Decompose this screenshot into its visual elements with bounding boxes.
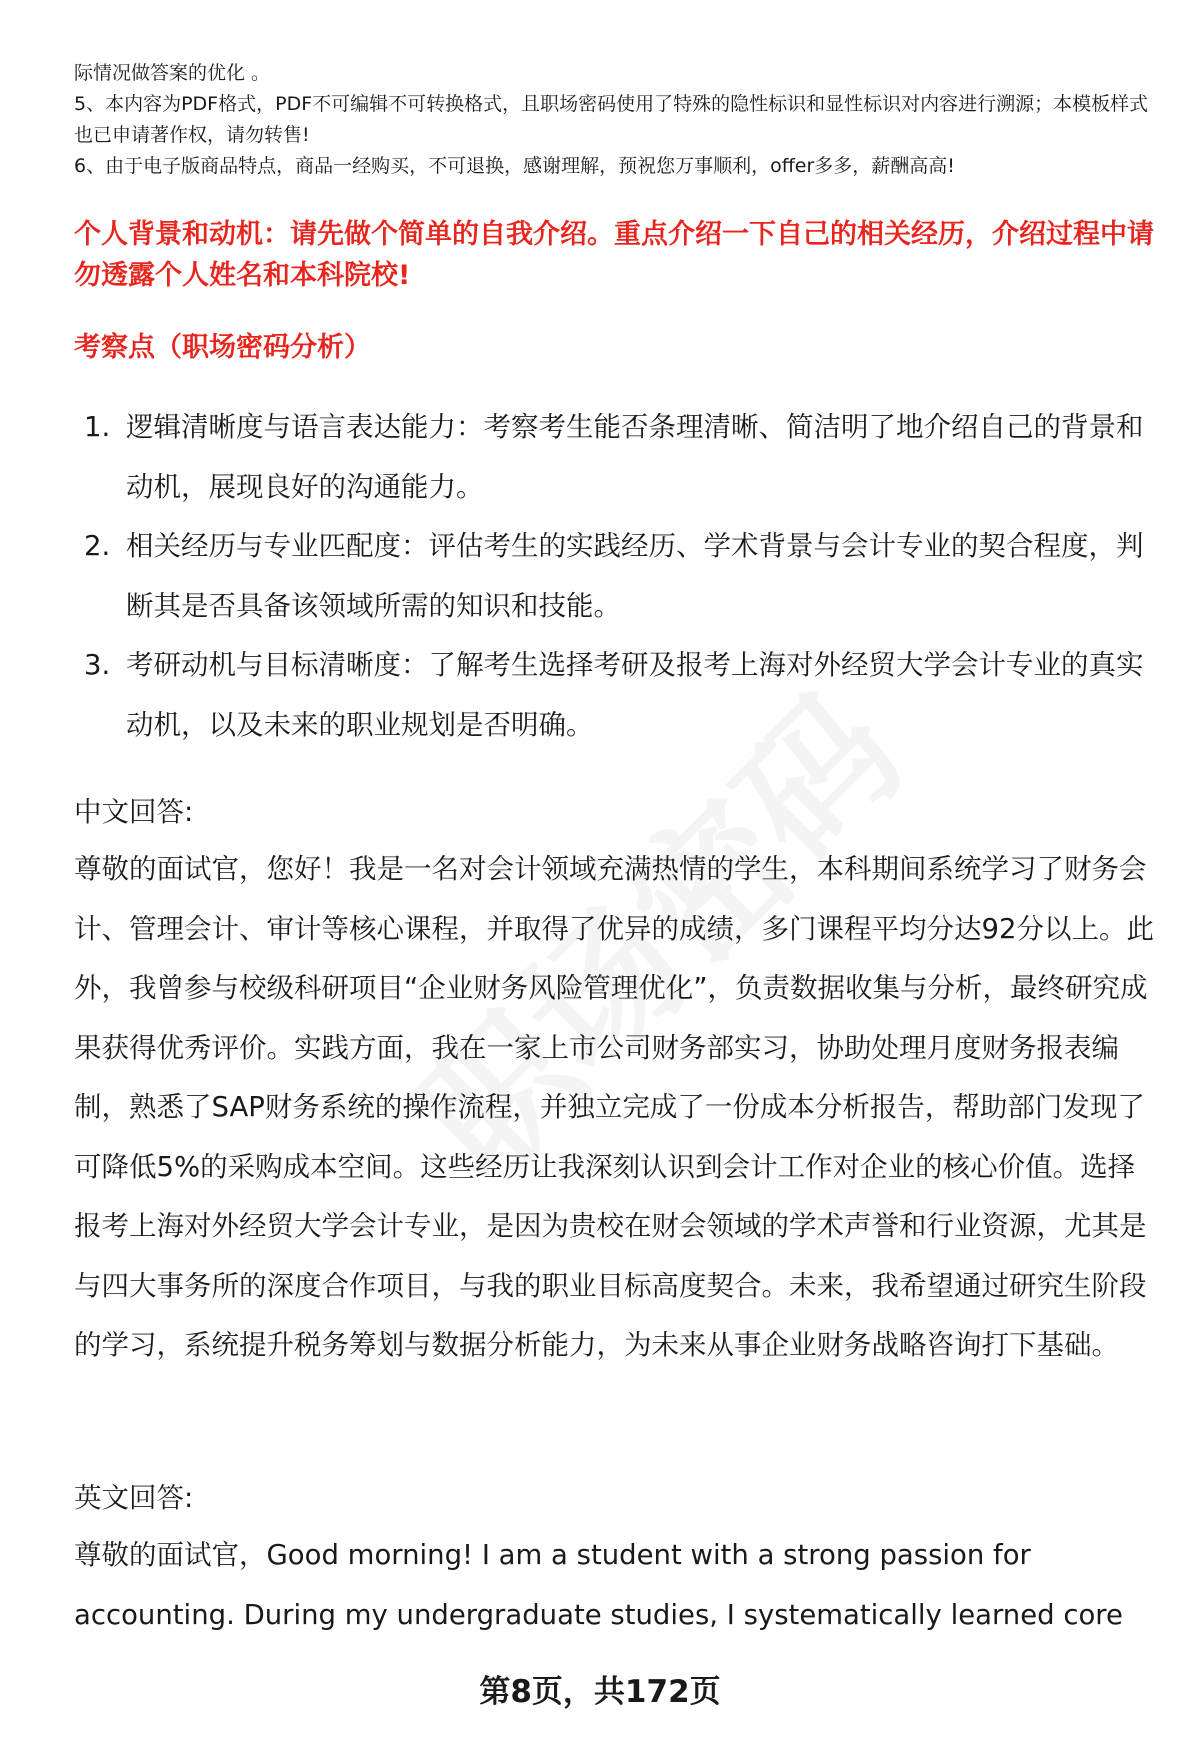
note-line: 5、本内容为PDF格式，PDF不可编辑不可转换格式，且职场密码使用了特殊的隐性标识和显性标识对内容进行溯源；本模板样式也已申请著作权，请勿转售! bbox=[74, 93, 1149, 146]
list-item-number: 3. bbox=[84, 649, 111, 681]
list-item-text: 逻辑清晰度与语言表达能力：考察考生能否条理清晰、简洁明了地介绍自己的背景和动机，展现良好的沟通能力。 bbox=[126, 411, 1144, 503]
list-item bbox=[74, 636, 1154, 755]
list-item-number: 2. bbox=[84, 530, 111, 562]
assessment-points-heading: 考察点（职场密码分析） bbox=[74, 332, 371, 363]
list-item bbox=[74, 398, 1154, 517]
assessment-points-list bbox=[74, 398, 1154, 755]
notes-block bbox=[74, 58, 1164, 182]
intro-question-heading: 个人背景和动机：请先做个简单的自我介绍。重点介绍一下自己的相关经历，介绍过程中请勿透露个人姓名和本科院校! bbox=[74, 219, 1154, 291]
page-number-footer: 第8页，共172页 bbox=[479, 1674, 721, 1710]
note-line: 6、由于电子版商品特点，商品一经购买，不可退换，感谢理解，预祝您万事顺利，offer多多，薪酬高高! bbox=[74, 155, 955, 177]
note-line: 际情况做答案的优化 。 bbox=[74, 62, 271, 84]
list-item bbox=[74, 517, 1154, 636]
chinese-answer-text: 尊敬的面试官，您好！我是一名对会计领域充满热情的学生，本科期间系统学习了财务会计、管理会计、审计等核心课程，并取得了优异的成绩，多门课程平均分达92分以上。此外，我曾参与校级科研项目“企业财务风险管理优化”，负责数据收集与分析，最终研究成果获得优秀评价。实践方面，我在一家上市公司财务部实习，协助处理月度财务报表编制，熟悉了SAP财务系统的操作流程，并独立完成了一份成本分析报告，帮助部门发现了可降低5%的采购成本空间。这些经历让我深刻认识到会计工作对企业的核心价值。选择报考上海对外经贸大学会计专业，是因为贵校在财会领域的学术声誉和行业资源，尤其是与四大事务所的深度合作项目，与我的职业目标高度契合。未来，我希望通过研究生阶段的学习，系统提升税务筹划与数据分析能力，为未来从事企业财务战略咨询打下基础。 bbox=[74, 853, 1154, 1361]
english-answer-label: 英文回答: bbox=[74, 1482, 194, 1514]
list-item-number: 1. bbox=[84, 411, 111, 443]
chinese-answer-label: 中文回答: bbox=[74, 796, 194, 828]
list-item-text: 相关经历与专业匹配度：评估考生的实践经历、学术背景与会计专业的契合程度，判断其是否具备该领域所需的知识和技能。 bbox=[126, 530, 1144, 622]
english-answer-text: 尊敬的面试官，Good morning! I am a student with a strong passion for accounting. During my undergraduate studies, I systematically learned core bbox=[74, 1539, 1123, 1631]
list-item-text: 考研动机与目标清晰度：了解考生选择考研及报考上海对外经贸大学会计专业的真实动机，以及未来的职业规划是否明确。 bbox=[126, 649, 1144, 741]
